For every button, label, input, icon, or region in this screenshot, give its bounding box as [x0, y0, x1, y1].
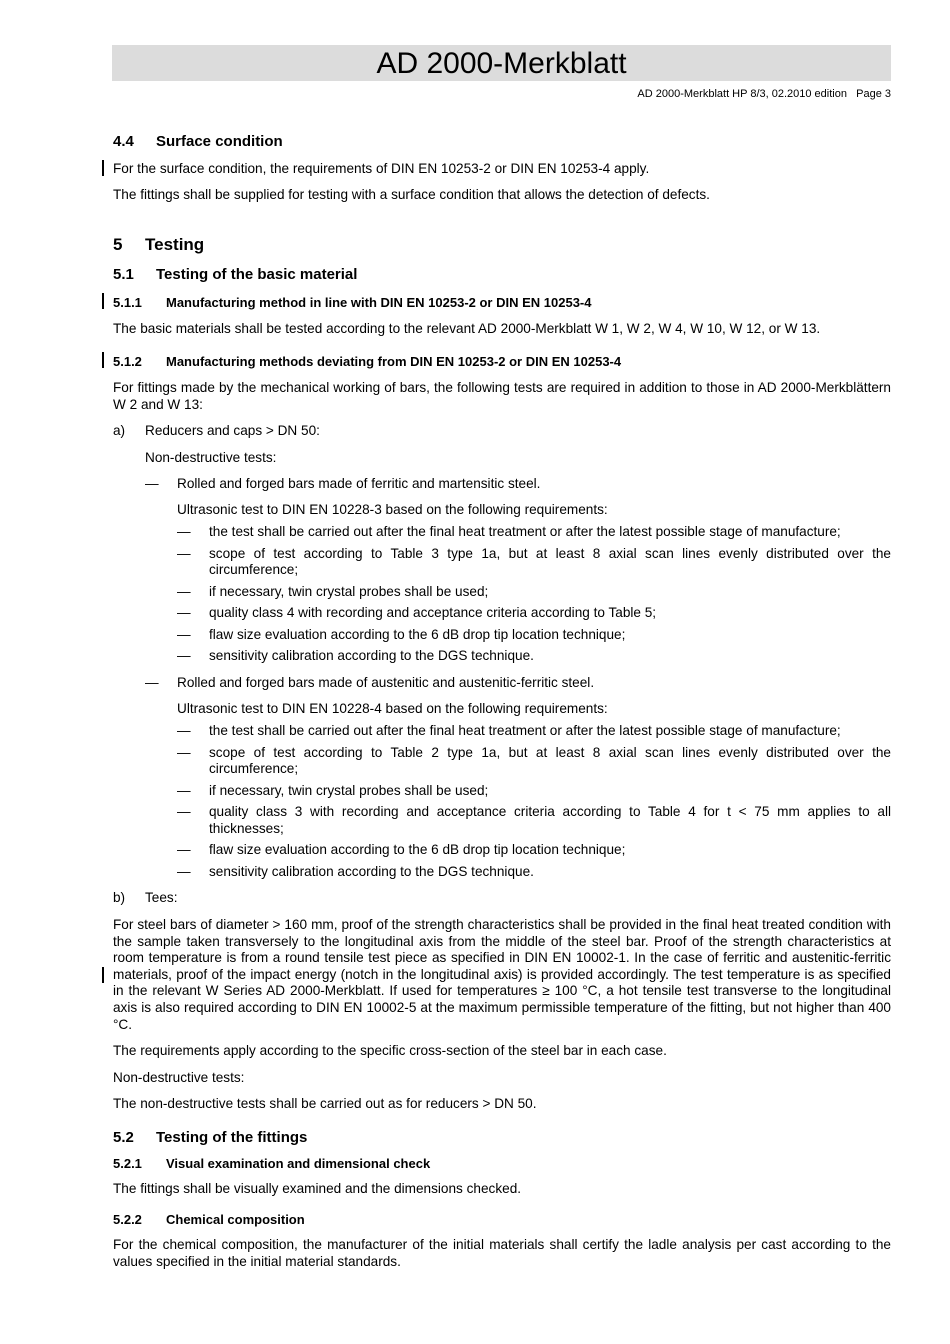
section-title: Testing: [145, 235, 205, 254]
list-text: Rolled and forged bars made of austenitic and austenitic-ferritic steel.: [177, 675, 595, 690]
paragraph: The fittings shall be supplied for testing with a surface condition that allows the detection of defects.: [113, 187, 710, 202]
section-title: Visual examination and dimensional check: [166, 1156, 431, 1171]
list-label: b): [113, 890, 126, 905]
dash-marker: —: [145, 476, 159, 491]
dash-item: [177, 524, 891, 541]
paragraph: Ultrasonic test to DIN EN 10228-3 based on the following requirements:: [177, 502, 608, 517]
dash-item: [177, 842, 891, 859]
dash-marker: —: [145, 675, 159, 690]
section-title: Chemical composition: [166, 1212, 305, 1227]
section-number: 5.2: [113, 1129, 134, 1146]
paragraph: Non-destructive tests:: [113, 1070, 245, 1085]
paragraph: For the surface condition, the requirements of DIN EN 10253-2 or DIN EN 10253-4 apply.: [113, 161, 650, 176]
section-number: 5.1.2: [113, 354, 142, 369]
paragraph: For fittings made by the mechanical working of bars, the following tests are required in addition to those in AD 2000-Merkblättern W 2 and W 13:: [113, 380, 891, 412]
dash-item: [145, 675, 594, 690]
dash-item: [177, 723, 891, 740]
section-title: Manufacturing method in line with DIN EN 10253-2 or DIN EN 10253-4: [166, 295, 592, 310]
section-5-2-heading: [113, 1129, 307, 1146]
dash-list-ferritic: [177, 524, 891, 665]
dash-item: [177, 783, 891, 800]
section-5-1-1-heading: [113, 295, 591, 310]
list-text: quality class 3 with recording and acceptance criteria according to Table 4 for t < 75 mm applies to all thicknesses;: [209, 804, 891, 836]
section-5-1-heading: [113, 266, 357, 283]
change-bar: [102, 352, 104, 368]
section-number: 5.1: [113, 266, 134, 283]
paragraph: Ultrasonic test to DIN EN 10228-4 based on the following requirements:: [177, 701, 608, 716]
list-text: if necessary, twin crystal probes shall be used;: [209, 583, 489, 599]
dash-marker: —: [177, 626, 191, 642]
dash-marker: —: [177, 524, 191, 539]
dash-item: [145, 476, 540, 491]
page-header-info: AD 2000-Merkblatt HP 8/3, 02.2010 edition Page 3: [637, 88, 891, 100]
section-number: 5: [113, 235, 123, 254]
dash-item: [177, 804, 891, 837]
dash-item: [177, 546, 891, 579]
list-text: the test shall be carried out after the final heat treatment or after the latest possible stage of manufacture;: [209, 723, 841, 738]
dash-list-austenitic: [177, 723, 891, 880]
dash-marker: —: [177, 804, 191, 819]
dash-marker: —: [177, 863, 191, 879]
dash-item: [177, 745, 891, 778]
list-text: if necessary, twin crystal probes shall be used;: [209, 782, 489, 798]
list-text: the test shall be carried out after the final heat treatment or after the latest possible stage of manufacture;: [209, 524, 841, 539]
list-text: flaw size evaluation according to the 6 dB drop tip location technique;: [209, 626, 626, 642]
section-5-1-2-heading: [113, 354, 621, 369]
section-number: 5.2.2: [113, 1212, 142, 1227]
section-title: Manufacturing methods deviating from DIN EN 10253-2 or DIN EN 10253-4: [166, 354, 622, 369]
dash-item: [177, 648, 891, 665]
section-number: 4.4: [113, 133, 134, 150]
dash-marker: —: [177, 842, 191, 857]
dash-marker: —: [177, 545, 191, 561]
list-text: flaw size evaluation according to the 6 dB drop tip location technique;: [209, 842, 626, 857]
section-title: Testing of the basic material: [156, 266, 358, 283]
change-bar: [102, 967, 104, 983]
dash-item: [177, 584, 891, 601]
section-5-2-2-heading: [113, 1212, 305, 1227]
section-number: 5.1.1: [113, 295, 142, 310]
dash-marker: —: [177, 648, 191, 663]
dash-marker: —: [177, 744, 191, 760]
section-title: Surface condition: [156, 133, 283, 150]
dash-marker: —: [177, 723, 191, 738]
dash-item: [177, 627, 891, 644]
list-text: sensitivity calibration according to the DGS technique.: [209, 648, 534, 663]
dash-marker: —: [177, 583, 191, 599]
list-text: Tees:: [145, 890, 178, 905]
paragraph: The non-destructive tests shall be carried out as for reducers > DN 50.: [113, 1096, 537, 1111]
paragraph: For the chemical composition, the manufacturer of the initial materials shall certify the ladle analysis per cast according to the values specified in the initial material standards.: [113, 1237, 891, 1269]
list-text: Reducers and caps > DN 50:: [145, 423, 320, 438]
list-item-b: [113, 890, 178, 905]
dash-item: [177, 864, 891, 881]
document-title: AD 2000-Merkblatt: [112, 45, 891, 81]
paragraph: The basic materials shall be tested according to the relevant AD 2000-Merkblatt W 1, W 2, W 4, W 10, W 12, or W 13.: [113, 321, 821, 336]
section-number: 5.2.1: [113, 1156, 142, 1171]
list-text: scope of test according to Table 3 type 1a, but at least 8 axial scan lines evenly distributed over the circumference;: [209, 545, 891, 577]
paragraph: Non-destructive tests:: [145, 450, 277, 465]
list-item-a: [113, 423, 320, 438]
list-text: Rolled and forged bars made of ferritic and martensitic steel.: [177, 476, 541, 491]
paragraph: The fittings shall be visually examined and the dimensions checked.: [113, 1181, 522, 1196]
list-text: quality class 4 with recording and acceptance criteria according to Table 5;: [209, 605, 657, 620]
section-title: Testing of the fittings: [156, 1129, 308, 1146]
section-5-2-1-heading: [113, 1156, 430, 1171]
paragraph: The requirements apply according to the specific cross-section of the steel bar in each case.: [113, 1043, 667, 1058]
section-4-4-heading: [113, 133, 283, 150]
dash-marker: —: [177, 605, 191, 620]
list-text: scope of test according to Table 2 type 1a, but at least 8 axial scan lines evenly distributed over the circumference;: [209, 744, 891, 776]
paragraph: For steel bars of diameter > 160 mm, proof of the strength characteristics shall be provided in the final heat treated condition with the sample taken transversely to the longitudinal axis from the middle of the steel bar. Proof of the strength characteristics at room temperature is from a round tensile test piece as specified in DIN EN 10002-1. In the case of ferritic and austenitic-ferritic materials, proof of the impact energy (notch in the longitudinal axis) is provided accordingly. The test temperature is as specified in the relevant W Series AD 2000-Merkblatt. If used for temperatures ≥ 100 °C, a hot tensile test transverse to the longitudinal axis is also required according to DIN EN 10002-5 at the maximum permissible temperature of the fitting, but not higher than 400 °C.: [113, 917, 891, 1032]
list-text: sensitivity calibration according to the DGS technique.: [209, 863, 534, 879]
change-bar: [102, 160, 104, 176]
section-5-heading: [113, 235, 204, 255]
dash-marker: —: [177, 782, 191, 798]
list-label: a): [113, 423, 126, 438]
dash-item: [177, 605, 891, 622]
change-bar: [102, 293, 104, 309]
